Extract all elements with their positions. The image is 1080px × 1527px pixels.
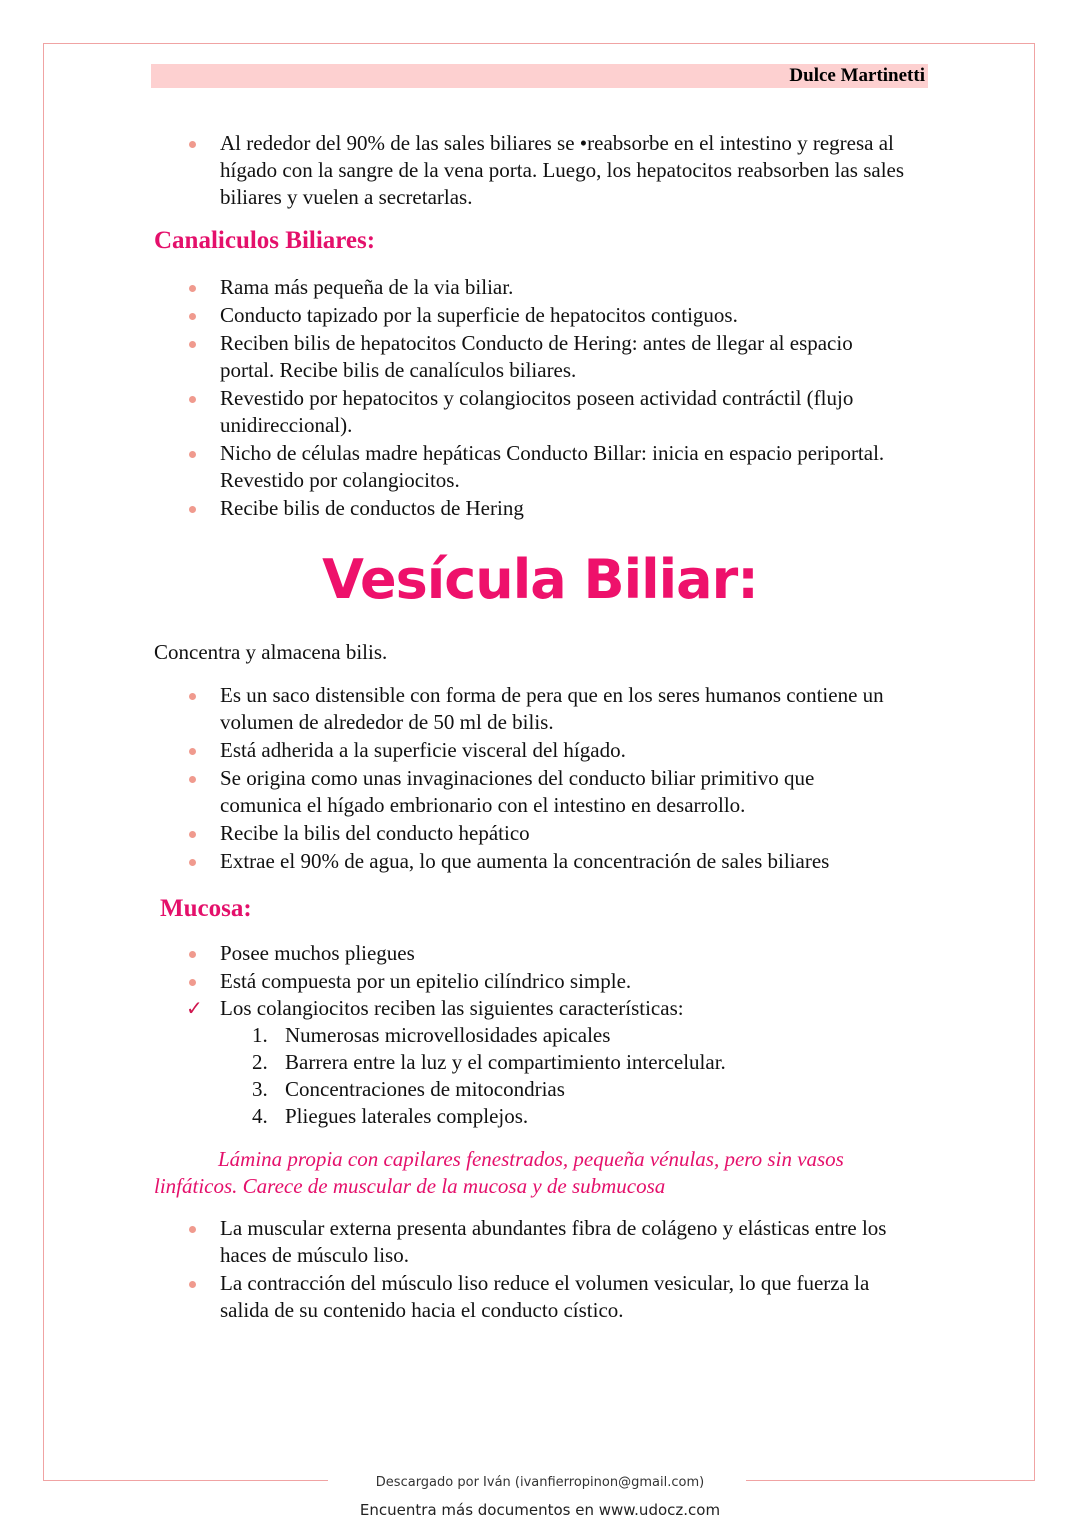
mucosa-heading: Mucosa: [160, 895, 252, 922]
list-item: Es un saco distensible con forma de pera que en los seres humanos contiene un volumen de alrededor de 50 ml de bilis. [186, 682, 920, 736]
bullet-icon [189, 951, 196, 958]
more-documents-link[interactable]: Encuentra más documentos en www.udocz.com [359, 1501, 721, 1519]
bullet-icon [189, 141, 196, 148]
bullet-icon [189, 859, 196, 866]
list-item: Reciben bilis de hepatocitos Conducto de Hering: antes de llegar al espacio portal. Recibe bilis de canalículos biliares. [186, 330, 910, 384]
downloaded-by-text: Descargado por Iván (ivanfierropinon@gmail.com) [375, 1475, 705, 1490]
list-item: La contracción del músculo liso reduce el volumen vesicular, lo que fuerza la salida de su contenido hacia el conducto cístico. [186, 1270, 920, 1324]
bullet-icon [189, 748, 196, 755]
numbered-item: 3. Concentraciones de mitocondrias [252, 1077, 565, 1101]
numbered-item: 1. Numerosas microvellosidades apicales [252, 1023, 611, 1047]
author-header: Dulce Martinetti [151, 64, 928, 88]
lamina-propia-note: Lámina propia con capilares fenestrados, pequeña vénulas, pero sin vasos linfáticos. Carece de muscular de la mucosa y de submucosa [154, 1147, 844, 1198]
list-item: Rama más pequeña de la via biliar. [186, 274, 936, 301]
list-item: Está compuesta por un epitelio cilíndrico simple. [186, 968, 936, 995]
bullet-icon [189, 396, 196, 403]
list-item: Conducto tapizado por la superficie de hepatocitos contiguos. [186, 302, 936, 329]
canaliculos-bullet-list [186, 274, 936, 522]
canaliculos-heading: Canaliculos Biliares: [154, 227, 376, 254]
numbered-item: 2. Barrera entre la luz y el compartimiento intercelular. [252, 1050, 726, 1074]
list-item: La muscular externa presenta abundantes fibra de colágeno y elásticas entre los haces de músculo liso. [186, 1215, 930, 1269]
muscular-bullet-list [186, 1215, 936, 1324]
bullet-icon [189, 341, 196, 348]
list-item: Recibe bilis de conductos de Hering [186, 495, 936, 522]
bullet-icon [189, 313, 196, 320]
bullet-icon [189, 506, 196, 513]
list-item: Nicho de células madre hepáticas Conducto Billar: inicia en espacio periportal. Revestido por colangiocitos. [186, 440, 950, 494]
characteristics-numbered-list [246, 1022, 726, 1130]
bullet-icon [189, 776, 196, 783]
list-item: Está adherida a la superficie visceral del hígado. [186, 737, 936, 764]
numbered-item: 4. Pliegues laterales complejos. [252, 1104, 529, 1128]
list-item: ✓ Los colangiocitos reciben las siguientes características: [186, 996, 684, 1020]
vesicula-title: Vesícula Biliar: [322, 548, 758, 611]
list-item: Revestido por hepatocitos y colangiocitos poseen actividad contráctil (flujo unidireccional). [186, 385, 920, 439]
bullet-icon [189, 979, 196, 986]
list-item: Posee muchos pliegues [186, 940, 936, 967]
bullet-icon [189, 451, 196, 458]
list-item: Se origina como unas invaginaciones del conducto biliar primitivo que comunica el hígado embrionario con el intestino en desarrollo. [186, 765, 860, 819]
bullet-icon [189, 285, 196, 292]
bullet-icon [189, 693, 196, 700]
bullet-icon [189, 1281, 196, 1288]
mucosa-bullet-list [186, 940, 936, 1022]
checkmark-icon: ✓ [186, 996, 203, 1020]
list-item: Extrae el 90% de agua, lo que aumenta la concentración de sales biliares [186, 848, 936, 875]
intro-bullet-list [186, 130, 936, 211]
vesicula-bullet-list [186, 682, 936, 875]
bullet-icon [189, 1226, 196, 1233]
list-item: Recibe la bilis del conducto hepático [186, 820, 936, 847]
bullet-icon [189, 831, 196, 838]
vesicula-intro: Concentra y almacena bilis. [154, 640, 388, 664]
list-item: Al rededor del 90% de las sales biliares se •reabsorbe en el intestino y regresa al hígado con la sangre de la vena porta. Luego, los hepatocitos reabsorben las sales biliares y vuelen a secretarlas. [186, 130, 920, 211]
